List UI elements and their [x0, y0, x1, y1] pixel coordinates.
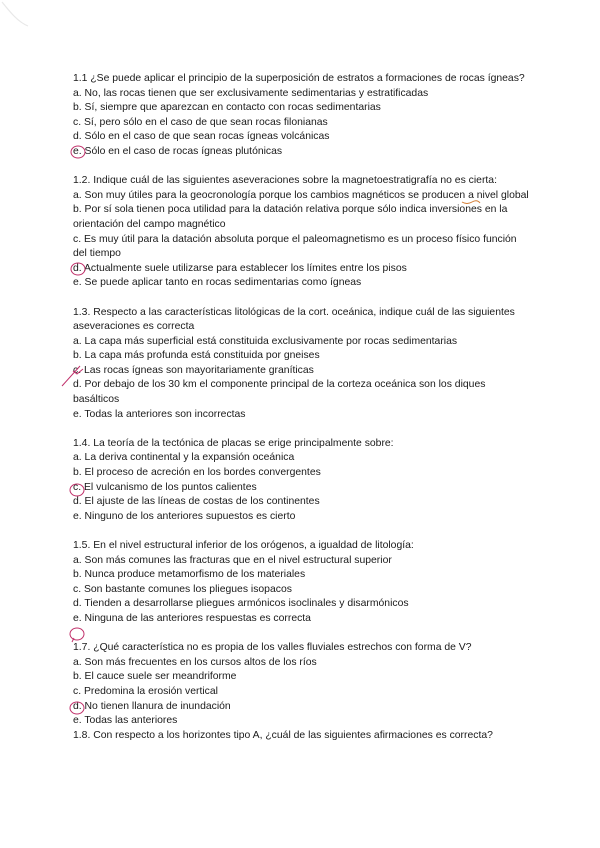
answer-option: d. Por debajo de los 30 km el componente principal de la corteza oceánica son los diques basálticos	[73, 379, 486, 406]
answer-option: e. Se puede aplicar tanto en rocas sedimentarias como ígneas	[73, 277, 362, 289]
answer-option-selected: d. Sólo en el caso de que sean rocas ígneas volcánicas	[73, 131, 330, 143]
question-stem: 1.7. ¿Qué característica no es propia de los valles fluviales estrechos con forma de V?	[73, 642, 472, 654]
answer-option: b. Sí, siempre que aparezcan en contacto con rocas sedimentarias	[73, 102, 381, 114]
answer-option: a. Son más comunes las fracturas que en el nivel estructural superior	[73, 554, 392, 566]
answer-option: a. Son más frecuentes en los cursos altos de los ríos	[73, 656, 317, 668]
question-1-5	[73, 539, 533, 627]
answer-option: b. Por sí sola tienen poca utilidad para la datación relativa porque sólo indica inversiones en la orientación del campo magnético	[73, 204, 508, 230]
answer-option-selected: a. La capa más superficial está constituida exclusivamente por rocas sedimentarias	[73, 335, 458, 347]
question-list	[73, 72, 533, 758]
answer-option-selected: a. La deriva continental y la expansión oceánica	[73, 452, 295, 464]
question-1-3	[73, 306, 533, 423]
question-stem: 1.3. Respecto a las características litológicas de la cort. oceánica, indique cuál de las siguientes aseveraciones es correcta	[73, 306, 515, 333]
answer-option: d. El ajuste de las líneas de costas de los continentes	[73, 496, 320, 508]
question-stem: 1.2. Indique cuál de las siguientes aseveraciones sobre la magnetoestratigrafía no es cierta:	[73, 175, 497, 187]
answer-option-selected: b. El cauce suele ser meandriforme	[73, 671, 237, 683]
question-stem: 1.5. En el nivel estructural inferior de los orógenos, a igualdad de litología:	[73, 540, 414, 551]
answer-option: e. Ninguna de las anteriores respuestas es correcta	[73, 612, 311, 624]
answer-option: b. El proceso de acreción en los bordes convergentes	[73, 467, 321, 479]
answer-option: c. Son bastante comunes los pliegues isopacos	[73, 583, 292, 595]
question-1-4	[73, 437, 533, 525]
question-1-2	[73, 174, 533, 291]
answer-option: e. Todas las anteriores	[73, 715, 178, 727]
answer-option: a. No, las rocas tienen que ser exclusivamente sedimentarias y estratificadas	[73, 87, 429, 99]
answer-option: b. La capa más profunda está constituida por gneises	[73, 350, 320, 362]
answer-option-selected: c. Es muy útil para la datación absoluta porque el paleomagnetismo es un proceso físico función del tiempo	[73, 233, 517, 260]
answer-option: d. Actualmente suele utilizarse para establecer los límites entre los pisos	[73, 262, 407, 274]
answer-option: e. Todas la anteriores son incorrectas	[73, 408, 246, 420]
answer-option: e. Sólo en el caso de rocas ígneas plutónicas	[73, 145, 283, 157]
answer-option-selected: d. Tienden a desarrollarse pliegues armónicos isoclinales y disarmónicos	[73, 598, 409, 610]
question-1-1	[73, 72, 533, 160]
answer-option: d. No tienen llanura de inundación	[73, 700, 231, 712]
question-stem: 1.4. La teoría de la tectónica de placas se erige principalmente sobre:	[73, 437, 394, 449]
answer-option: c. El vulcanismo de los puntos calientes	[73, 481, 257, 493]
question-stem: 1.8. Con respecto a los horizontes tipo A, ¿cuál de las siguientes afirmaciones es correcta?	[73, 729, 493, 741]
question-1-8	[73, 729, 533, 744]
question-1-7	[73, 641, 533, 729]
answer-option: a. Son muy útiles para la geocronología porque los cambios magnéticos se producen a nivel global	[73, 189, 529, 201]
answer-option: c. Las rocas ígneas son mayoritariamente graníticas	[73, 364, 314, 376]
answer-option: c. Sí, pero sólo en el caso de que sean rocas filonianas	[73, 116, 328, 128]
answer-option: c. Predomina la erosión vertical	[73, 685, 218, 697]
question-stem: 1.1 ¿Se puede aplicar el principio de la superposición de estratos a formaciones de rocas ígneas?	[73, 73, 525, 84]
answer-option: b. Nunca produce metamorfismo de los materiales	[73, 569, 306, 581]
answer-option: e. Ninguno de los anteriores supuestos es cierto	[73, 510, 296, 522]
page-corner-curl	[0, 0, 60, 60]
